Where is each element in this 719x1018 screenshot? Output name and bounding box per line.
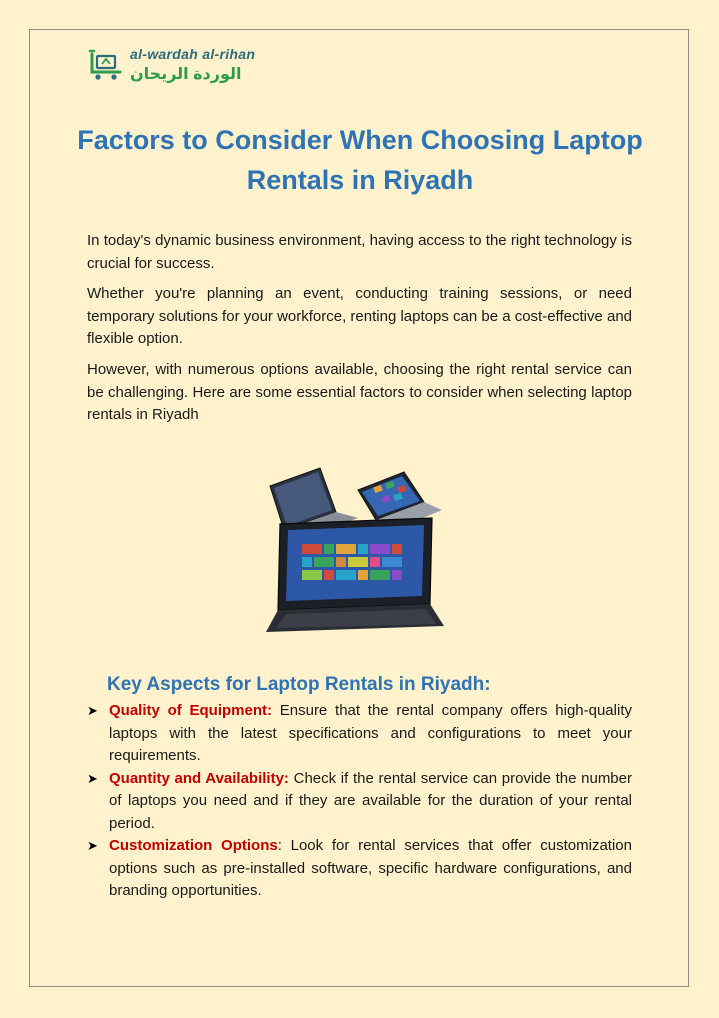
list-item-term: Quality of Equipment:: [109, 702, 272, 719]
list-item-term: Quantity and Availability:: [109, 769, 289, 787]
list-item-text: Ensure that the rental company offers high-quality laptops with the latest specifications and configurations to meet your requirements.: [109, 702, 632, 764]
paragraph-2: Whether you're planning an event, conducting training sessions, or need temporary solutions for your workforce, renting laptops can be a cost-effective and flexible option.: [87, 285, 633, 347]
laptops-photo: [262, 464, 458, 632]
laptop-cart-icon: [88, 48, 126, 82]
laptop-front: [266, 518, 444, 632]
page-title: Factors to Consider When Choosing Laptop Rentals in Riyadh: [77, 125, 643, 195]
paragraph-3: However, with numerous options available, choosing the right rental service can be challenging. Here are some essential factors to consider when selecting laptop rentals in Riyadh: [87, 361, 632, 423]
key-aspects-list: [87, 700, 632, 903]
intro-paragraph: In today's dynamic business environment, having access to the right technology is crucial for success.: [87, 232, 632, 272]
list-item: [87, 700, 632, 768]
logo-text-ar: الوردة الريحان: [130, 66, 242, 83]
arrow-bullet-icon: ➤: [87, 838, 98, 853]
arrow-bullet-icon: ➤: [87, 703, 98, 718]
brand-logo[interactable]: [88, 44, 288, 86]
section-heading: Key Aspects for Laptop Rentals in Riyadh:: [107, 674, 491, 695]
list-item: [87, 768, 632, 836]
list-item: [87, 835, 632, 903]
logo-text-en: al-wardah al-rihan: [130, 46, 256, 62]
list-item-text: Check if the rental service can provide the number of laptops you need and if they are available for the duration of your rental period.: [109, 769, 632, 832]
list-item-term: Customization Options: [109, 837, 278, 854]
arrow-bullet-icon: ➤: [87, 770, 98, 786]
list-item-text: : Look for rental services that offer customization options such as pre-installed software, specific hardware configurations, and branding opportunities.: [109, 837, 632, 899]
